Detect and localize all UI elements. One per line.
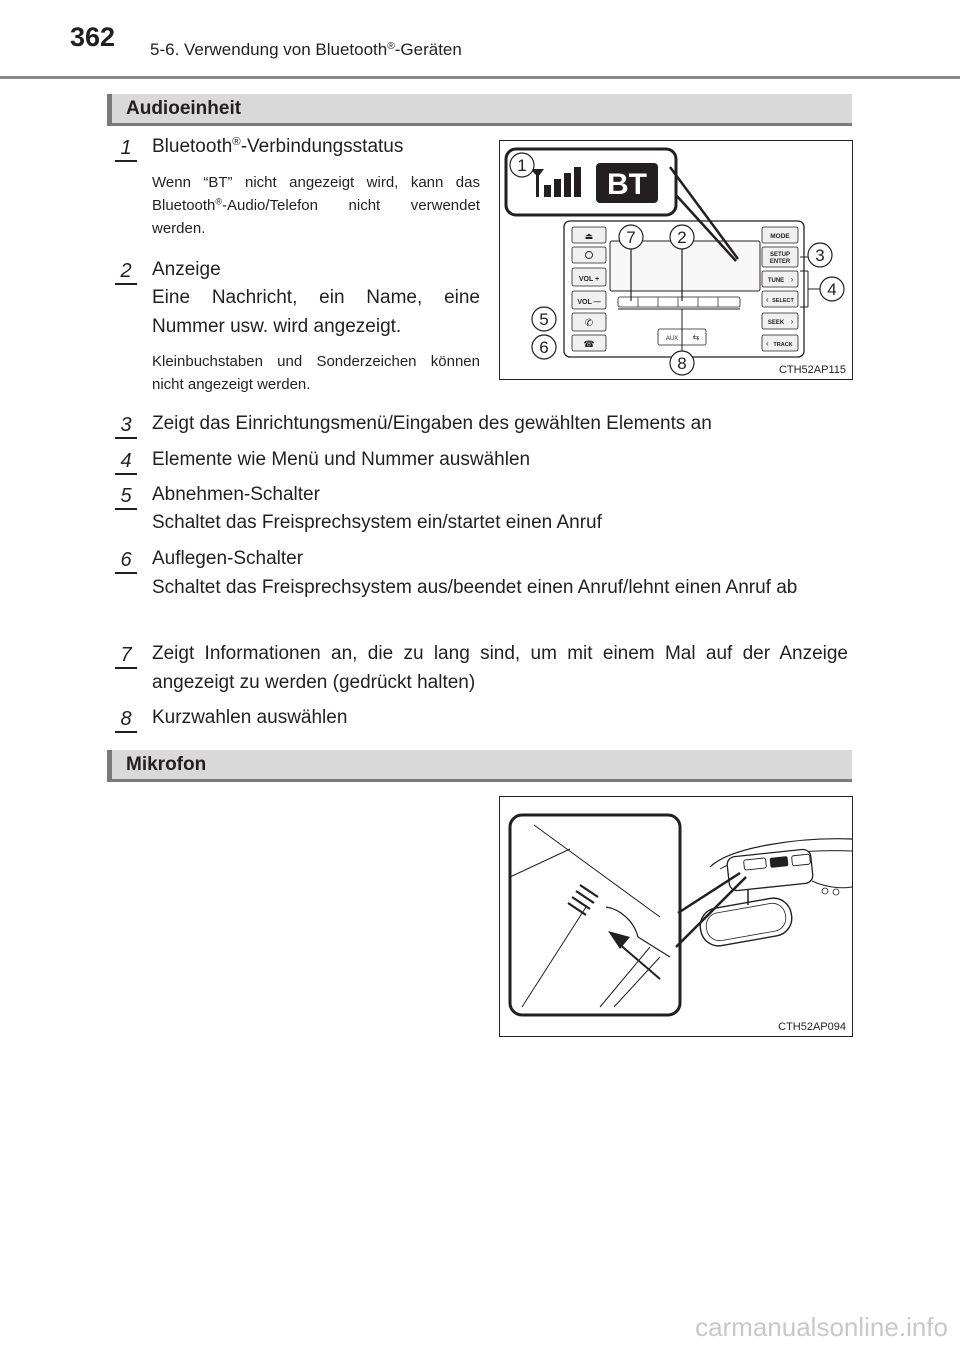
microphone-illustration [500,797,852,1036]
item-1-note-suffix: -Audio/Telefon nicht verwendet werden. [152,197,480,237]
item-number-8: 8 [115,707,137,733]
bt-indicator-label: BT [607,168,647,201]
item-number-4: 4 [115,449,137,475]
item-1-note [152,171,480,240]
section-heading-audioeinheit [107,94,852,126]
item-1-title-text: Bluetooth [152,136,233,157]
vol-plus-label: VOL + [578,276,600,283]
item-number-5: 5 [115,484,137,510]
audio-unit-figure [499,140,853,380]
callout-3: 3 [815,246,825,265]
item-number-6: 6 [115,548,137,574]
callout-2: 2 [677,228,687,247]
figure-code: CTH52AP094 [778,1021,846,1033]
svg-text:›: › [790,317,794,326]
svg-text:⏏: ⏏ [584,231,594,241]
microphone-figure [499,796,853,1037]
seek-button-label: SEEK [767,320,785,326]
item-5-description: Schaltet das Freisprechsystem ein/startet einen Anruf [152,512,602,533]
usb-icon: ⇆ [692,333,700,342]
item-8-text: Kurzwahlen auswählen [152,707,348,728]
phone-hangup-icon: ☎ [583,339,595,349]
svg-text:‹: ‹ [766,295,769,304]
mode-button-label: MODE [770,233,790,240]
header-title-suffix: -Geräten [394,40,462,59]
item-4-text: Elemente wie Menü und Nummer auswählen [152,449,531,470]
item-1-title [152,133,480,162]
header-rule [0,76,960,79]
item-6-title: Auflegen-Schalter [152,548,304,569]
item-1-note-text: Wenn “BT” nicht angezeigt wird, kann das Bluetooth [152,174,480,214]
callout-1: 1 [517,156,527,175]
tune-button-label: TUNE [767,278,785,284]
watermark: carmanualsonline.info [695,1312,948,1342]
aux-label: AUX [665,336,679,342]
item-1-title-suffix: -Verbindungsstatus [240,136,404,157]
svg-text:‹: ‹ [766,339,769,348]
svg-text:›: › [790,275,794,284]
item-2-note: Kleinbuchstaben und Sonderzeichen können nicht angezeigt werden. [152,353,480,393]
select-button-label: SELECT [772,298,794,304]
header-title-text: 5-6. Verwendung von Bluetooth [150,40,388,59]
vol-minus-label: VOL — [577,299,601,306]
item-number-7: 7 [115,643,137,669]
section-title: Mikrofon [126,754,207,775]
enter-button-label: ENTER [769,259,791,265]
callout-5: 5 [539,310,549,329]
item-number-3: 3 [115,413,137,439]
page-number: 362 [70,22,116,52]
figure-code: CTH52AP115 [778,364,846,376]
section-heading-mikrofon [107,750,852,782]
item-number-1: 1 [115,136,137,162]
callout-8: 8 [677,354,687,373]
callout-4: 4 [827,280,837,299]
setup-button-label: SETUP [769,252,791,258]
item-2-description: Eine Nachricht, ein Name, eine Nummer usw. wird angezeigt. [152,287,480,337]
item-number-2: 2 [115,259,137,285]
item-7-text: Zeigt Informationen an, die zu lang sind, um mit einem Mal auf der Anzeige angezeigt zu werden (gedrückt halten) [152,643,848,693]
callout-7: 7 [626,228,636,247]
page-header-title [150,40,462,60]
audio-unit-illustration [500,141,852,379]
item-5-title: Abnehmen-Schalter [152,484,320,505]
registered-mark: ® [215,196,223,207]
section-title: Audioeinheit [126,98,242,119]
registered-mark: ® [387,40,395,52]
item-2-title: Anzeige [152,259,221,280]
phone-pickup-icon: ✆ [584,318,594,329]
item-6-description: Schaltet das Freisprechsystem aus/beendet einen Anruf/lehnt einen Anruf ab [152,577,798,598]
track-button-label: TRACK [773,342,793,348]
callout-6: 6 [539,338,549,357]
item-3-text: Zeigt das Einrichtungsmenü/Eingaben des gewählten Elements an [152,413,712,434]
registered-mark: ® [232,136,241,149]
